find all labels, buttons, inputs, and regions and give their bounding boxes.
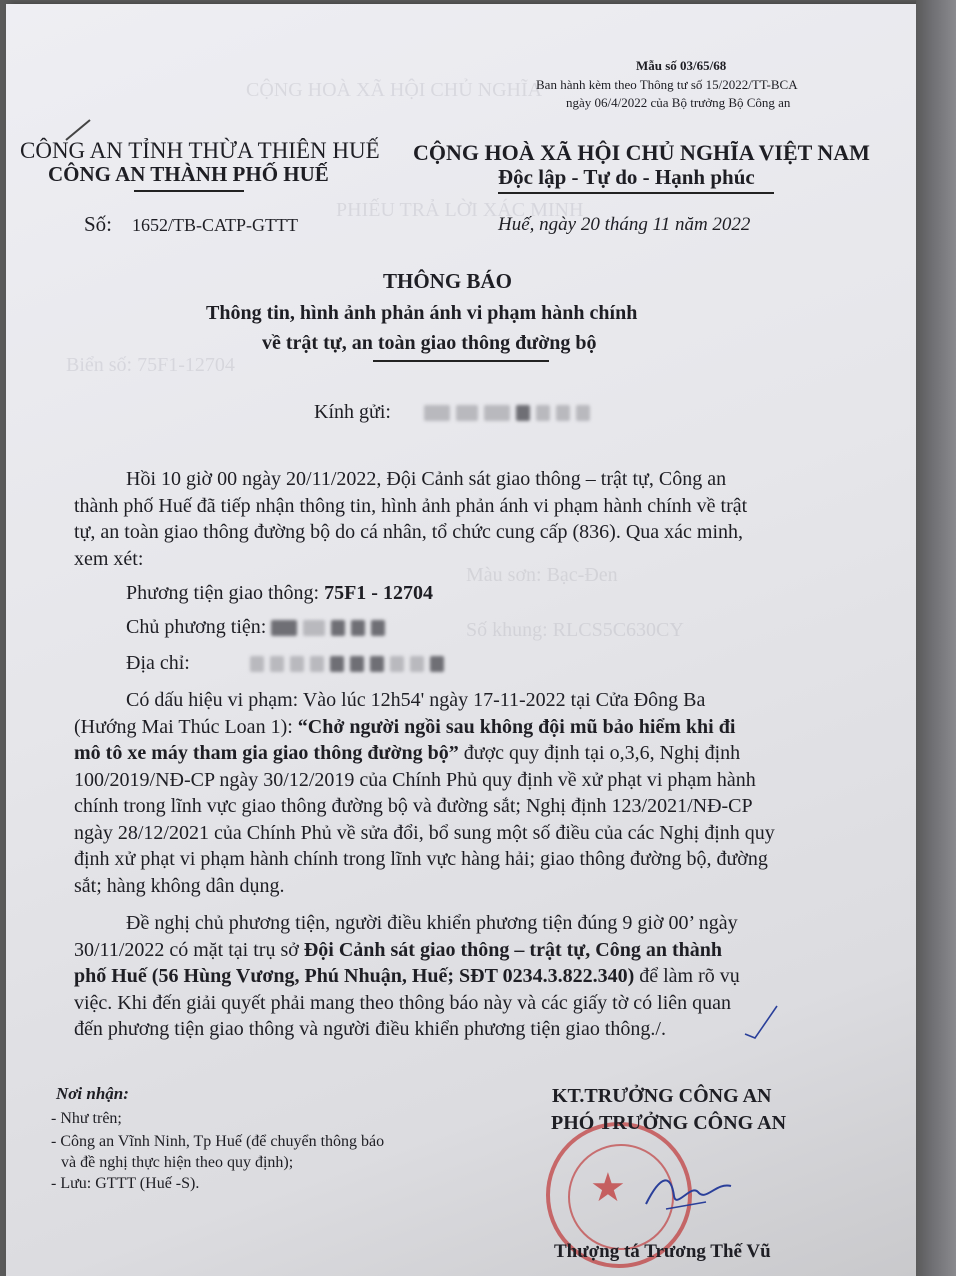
seal-star-icon: ★: [590, 1165, 626, 1210]
handwritten-signature: [636, 1164, 756, 1224]
recipient-item: - Như trên;: [51, 1110, 122, 1127]
org-underline: [134, 190, 244, 192]
recipient-item: - Công an Vĩnh Ninh, Tp Huế (để chuyển thông báo: [51, 1133, 385, 1150]
paragraph-line: tự, an toàn giao thông đường bộ do cá nhân, tổ chức cung cấp (836). Qua xác minh,: [74, 521, 744, 543]
paragraph-line: 100/2019/NĐ-CP ngày 30/12/2019 của Chính Phủ quy định về xử phạt vi phạm hành: [74, 768, 756, 791]
notice-title: THÔNG BÁO: [383, 269, 512, 293]
title-underline: [373, 360, 549, 362]
doc-number-value: 1652/TB-CATP-GTTT: [132, 215, 299, 235]
paragraph-line: xem xét:: [74, 547, 144, 570]
office-address: phố Huế (56 Hùng Vương, Phú Nhuận, Huế; SĐT 0234.3.822.340): [74, 965, 635, 987]
paragraph-line: việc. Khi đến giải quyết phải mang theo thông báo này và các giấy tờ có liên quan: [74, 991, 732, 1014]
background-edge: [916, 0, 956, 1276]
recipient-item: - Lưu: GTTT (Huế -S).: [51, 1175, 200, 1192]
paragraph-line: đến phương tiện giao thông và người điều khiển phương tiện giao thông./.: [74, 1018, 666, 1040]
address-label: Địa chỉ:: [126, 652, 190, 674]
signer-title-1: KT.TRƯỞNG CÔNG AN: [552, 1085, 772, 1107]
recipient-label: Kính gửi:: [314, 401, 391, 423]
document-page: [6, 4, 916, 1276]
issuing-date: ngày 06/4/2022 của Bộ trưởng Bộ Công an: [566, 95, 791, 110]
owner-label: Chủ phương tiện:: [126, 616, 267, 638]
nation-motto: Độc lập - Tự do - Hạnh phúc: [498, 165, 755, 189]
vehicle-plate: 75F1 - 12704: [324, 582, 433, 604]
signer-title-2: PHÓ TRƯỞNG CÔNG AN: [551, 1112, 787, 1134]
recipient-line: [314, 401, 596, 424]
bleed-through-text: Màu sơn: Bạc-Đen: [466, 564, 618, 586]
pen-mark: [64, 116, 94, 144]
bleed-through-text: CỘNG HOÀ XÃ HỘI CHỦ NGHĨA: [246, 79, 543, 101]
signer-name: Thượng tá Trương Thế Vũ: [554, 1241, 771, 1262]
recipients-heading: Nơi nhận:: [56, 1084, 129, 1103]
doc-number-label: Số:: [84, 212, 113, 236]
bleed-through-text: Biển số: 75F1-12704: [66, 354, 235, 376]
recipient-item: và đề nghị thực hiện theo quy định);: [61, 1154, 294, 1171]
notice-subtitle-2: về trật tự, an toàn giao thông đường bộ: [262, 332, 597, 354]
paragraph-line: Hồi 10 giờ 00 ngày 20/11/2022, Đội Cảnh sát giao thông – trật tự, Công an: [126, 468, 727, 490]
intro-paragraph: [74, 466, 846, 572]
paragraph-line: 30/11/2022 có mặt tại trụ sở Đội Cảnh sát giao thông – trật tự, Công an thành: [74, 938, 722, 961]
paragraph-line: chính trong lĩnh vực giao thông đường bộ và đường sắt; Nghị định 123/2021/NĐ-CP: [74, 795, 753, 817]
document-number: [84, 212, 298, 237]
place-date: Huế, ngày 20 tháng 11 năm 2022: [498, 214, 751, 235]
bleed-through-text: Số khung: RLCS5C630CY: [466, 619, 684, 641]
paragraph-line: sắt; hàng không dân dụng.: [74, 874, 285, 897]
bleed-through-text: PHIẾU TRẢ LỜI XÁC MINH: [336, 199, 584, 221]
violation-description-cont: mô tô xe máy tham gia giao thông đường bộ”: [74, 742, 459, 764]
paragraph-line: Đề nghị chủ phương tiện, người điều khiển phương tiện đúng 9 giờ 00’ ngày: [126, 912, 738, 934]
redacted-owner: [271, 616, 391, 638]
paragraph-line: (Hướng Mai Thúc Loan 1): “Chở người ngồi sau không đội mũ bảo hiểm khi đi: [74, 715, 736, 738]
org-name: CÔNG AN THÀNH PHỐ HUẾ: [48, 162, 329, 186]
owner-line: [126, 616, 391, 639]
violation-description: “Chở người ngồi sau không đội mũ bảo hiểm khi đi: [297, 715, 736, 738]
paragraph-line: thành phố Huế đã tiếp nhận thông tin, hình ảnh phản ánh vi phạm hành chính về trật: [74, 494, 748, 517]
notice-subtitle-1: Thông tin, hình ảnh phản ánh vi phạm hành chính: [206, 302, 638, 324]
address-line: [126, 652, 450, 675]
vehicle-line: [126, 582, 433, 605]
paragraph-line: mô tô xe máy tham gia giao thông đường bộ” được quy định tại o,3,6, Nghị định: [74, 742, 741, 764]
pen-check-mark: [741, 1004, 781, 1040]
nation-title: CỘNG HOÀ XÃ HỘI CHỦ NGHĨA VIỆT NAM: [413, 140, 870, 165]
paragraph-line: phố Huế (56 Hùng Vương, Phú Nhuận, Huế; SĐT 0234.3.822.340) để làm rõ vụ: [74, 965, 740, 987]
request-paragraph: [74, 910, 846, 1043]
paragraph-line: Có dấu hiệu vi phạm: Vào lúc 12h54' ngày 17-11-2022 tại Cửa Đông Ba: [126, 689, 706, 711]
redacted-address: [250, 652, 450, 674]
office-name: Đội Cảnh sát giao thông – trật tự, Công an thành: [303, 938, 722, 961]
violation-paragraph: [74, 687, 846, 899]
issuing-circular: Ban hành kèm theo Thông tư số 15/2022/TT-BCA: [536, 77, 798, 92]
paragraph-line: ngày 28/12/2021 của Chính Phủ về sửa đổi, bổ sung một số điều của các Nghị định quy: [74, 821, 775, 844]
org-parent: CÔNG AN TỈNH THỪA THIÊN HUẾ: [20, 138, 380, 163]
form-number: Mẫu số 03/65/68: [636, 58, 727, 73]
redacted-recipient: [424, 401, 596, 423]
motto-underline: [498, 192, 774, 194]
paragraph-line: định xử phạt vi phạm hành chính trong lĩnh vực hàng hải; giao thông đường bộ, đường: [74, 848, 768, 870]
vehicle-label: Phương tiện giao thông:: [126, 582, 320, 604]
